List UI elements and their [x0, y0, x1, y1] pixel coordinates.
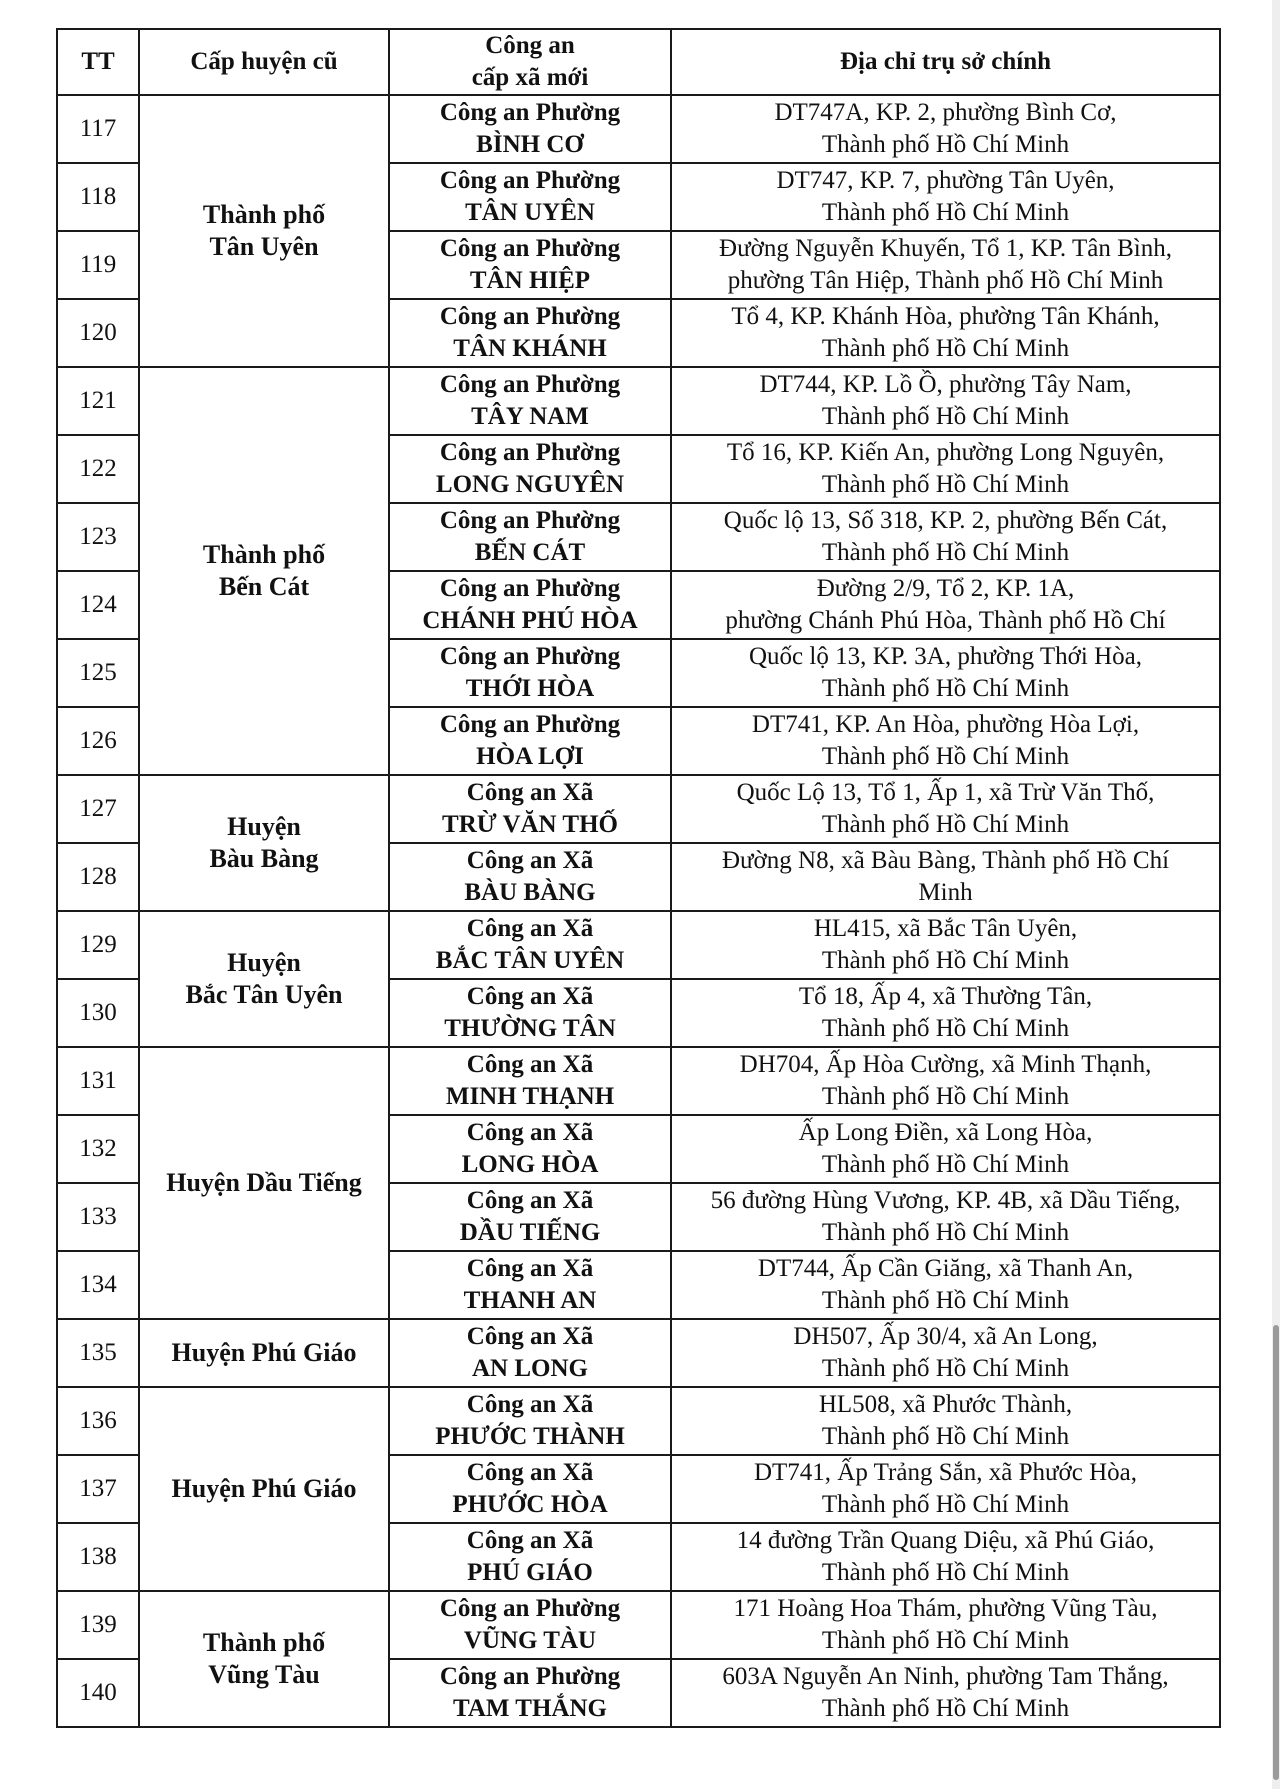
district-line: Huyện — [227, 948, 301, 977]
address-line: Đường 2/9, Tổ 2, KP. 1A, — [816, 575, 1075, 602]
unit-line: TÂN UYÊN — [465, 199, 595, 226]
address-line: DH507, Ấp 30/4, xã An Long, — [793, 1323, 1098, 1350]
address-line: Thành phố Hồ Chí Minh — [821, 403, 1070, 430]
address-line: Tổ 18, Ấp 4, xã Thường Tân, — [798, 983, 1093, 1010]
police-unit-cell — [389, 299, 671, 367]
row-number: 136 — [57, 1387, 139, 1455]
address-line: DH704, Ấp Hòa Cường, xã Minh Thạnh, — [739, 1051, 1152, 1078]
police-unit-cell — [389, 1591, 671, 1659]
unit-line: Công an Xã — [466, 847, 594, 874]
address-line: 171 Hoàng Hoa Thám, phường Vũng Tàu, — [733, 1595, 1158, 1622]
table-header-row — [57, 29, 1220, 95]
unit-line: THỚI HÒA — [465, 675, 595, 702]
unit-line: Công an Xã — [466, 1119, 594, 1146]
unit-line: AN LONG — [472, 1355, 588, 1382]
row-number: 120 — [57, 299, 139, 367]
unit-line: Công an Phường — [439, 99, 621, 126]
table-body — [57, 95, 1220, 1727]
address-line: Tổ 4, KP. Khánh Hòa, phường Tân Khánh, — [731, 303, 1160, 330]
police-unit-cell — [389, 367, 671, 435]
former-district-cell — [139, 95, 389, 367]
address-line: Đường N8, xã Bàu Bàng, Thành phố Hồ Chí — [721, 847, 1170, 874]
address-line: Minh — [918, 879, 973, 906]
row-number: 133 — [57, 1183, 139, 1251]
police-unit-cell — [389, 911, 671, 979]
table-row — [57, 1387, 1220, 1455]
address-line: Quốc lộ 13, Số 318, KP. 2, phường Bến Cát, — [723, 507, 1168, 534]
district-line: Bến Cát — [218, 572, 310, 601]
row-number: 137 — [57, 1455, 139, 1523]
police-unit-cell — [389, 1319, 671, 1387]
address-cell — [671, 1523, 1220, 1591]
unit-line: MINH THẠNH — [445, 1083, 615, 1110]
unit-line: LONG NGUYÊN — [435, 471, 625, 498]
table-row — [57, 367, 1220, 435]
address-cell — [671, 1251, 1220, 1319]
police-unit-cell — [389, 571, 671, 639]
address-line: DT741, KP. An Hòa, phường Hòa Lợi, — [751, 711, 1140, 738]
address-line: Thành phố Hồ Chí Minh — [821, 1287, 1070, 1314]
former-district-cell — [139, 367, 389, 775]
unit-line: HÒA LỢI — [476, 743, 584, 770]
former-district-cell — [139, 775, 389, 911]
unit-line: PHƯỚC THÀNH — [435, 1423, 625, 1450]
address-line: Thành phố Hồ Chí Minh — [821, 1083, 1070, 1110]
address-line: phường Tân Hiệp, Thành phố Hồ Chí Minh — [727, 267, 1164, 294]
district-line: Huyện Phú Giáo — [171, 1338, 357, 1367]
address-line: HL415, xã Bắc Tân Uyên, — [813, 915, 1078, 942]
address-cell — [671, 1659, 1220, 1727]
unit-line: CHÁNH PHÚ HÒA — [422, 607, 638, 634]
police-unit-cell — [389, 639, 671, 707]
police-unit-cell — [389, 1115, 671, 1183]
unit-line: VŨNG TÀU — [463, 1627, 597, 1654]
unit-line: TÂY NAM — [471, 403, 589, 430]
row-number: 127 — [57, 775, 139, 843]
address-line: HL508, xã Phước Thành, — [818, 1391, 1073, 1418]
address-cell — [671, 95, 1220, 163]
police-unit-cell — [389, 707, 671, 775]
address-line: Thành phố Hồ Chí Minh — [821, 1559, 1070, 1586]
unit-line: Công an Xã — [466, 1323, 594, 1350]
row-number: 138 — [57, 1523, 139, 1591]
unit-line: LONG HÒA — [461, 1151, 599, 1178]
unit-line: Công an Phường — [439, 167, 621, 194]
address-line: Thành phố Hồ Chí Minh — [821, 1627, 1070, 1654]
address-line: Thành phố Hồ Chí Minh — [821, 1015, 1070, 1042]
police-unit-cell — [389, 775, 671, 843]
unit-line: Công an Phường — [439, 1595, 621, 1622]
address-line: Thành phố Hồ Chí Minh — [821, 1491, 1070, 1518]
address-cell — [671, 1455, 1220, 1523]
address-cell — [671, 571, 1220, 639]
address-line: Đường Nguyễn Khuyến, Tổ 1, KP. Tân Bình, — [719, 235, 1172, 262]
unit-line: Công an Phường — [439, 1663, 621, 1690]
address-line: Thành phố Hồ Chí Minh — [821, 947, 1070, 974]
unit-line: Công an Xã — [466, 779, 594, 806]
district-line: Vũng Tàu — [208, 1660, 320, 1689]
address-cell — [671, 1047, 1220, 1115]
header-district: Cấp huyện cũ — [139, 29, 389, 95]
address-line: DT741, Ấp Trảng Sắn, xã Phước Hòa, — [753, 1459, 1137, 1486]
address-line: phường Chánh Phú Hòa, Thành phố Hồ Chí — [725, 607, 1166, 634]
address-cell — [671, 231, 1220, 299]
address-line: Thành phố Hồ Chí Minh — [821, 1423, 1070, 1450]
police-unit-cell — [389, 95, 671, 163]
scrollbar-track[interactable] — [1272, 0, 1280, 1789]
police-unit-cell — [389, 435, 671, 503]
address-cell — [671, 1387, 1220, 1455]
address-line: Thành phố Hồ Chí Minh — [821, 675, 1070, 702]
unit-line: DẦU TIẾNG — [459, 1219, 601, 1246]
address-cell — [671, 1183, 1220, 1251]
table-row — [57, 95, 1220, 163]
row-number: 121 — [57, 367, 139, 435]
row-number: 122 — [57, 435, 139, 503]
address-cell — [671, 299, 1220, 367]
police-unit-cell — [389, 1659, 671, 1727]
police-unit-cell — [389, 1523, 671, 1591]
address-cell — [671, 435, 1220, 503]
header-address: Địa chỉ trụ sở chính — [671, 29, 1220, 95]
header-tt: TT — [57, 29, 139, 95]
row-number: 132 — [57, 1115, 139, 1183]
address-line: Thành phố Hồ Chí Minh — [821, 1151, 1070, 1178]
scrollbar-thumb[interactable] — [1273, 1325, 1279, 1780]
police-unit-cell — [389, 1183, 671, 1251]
district-line: Huyện Phú Giáo — [171, 1474, 357, 1503]
police-unit-cell — [389, 231, 671, 299]
former-district-cell — [139, 911, 389, 1047]
district-line: Huyện Dầu Tiếng — [166, 1168, 362, 1197]
unit-line: TRỪ VĂN THỐ — [442, 811, 618, 838]
address-line: Quốc Lộ 13, Tổ 1, Ấp 1, xã Trừ Văn Thố, — [736, 779, 1155, 806]
unit-line: Công an Phường — [439, 711, 621, 738]
former-district-cell — [139, 1319, 389, 1387]
unit-line: Công an Xã — [466, 1459, 594, 1486]
row-number: 123 — [57, 503, 139, 571]
table-row — [57, 1591, 1220, 1659]
header-unit-line1: Công an — [485, 32, 575, 59]
unit-line: BẾN CÁT — [474, 539, 586, 566]
address-line: DT744, KP. Lồ Ồ, phường Tây Nam, — [759, 371, 1132, 398]
former-district-cell — [139, 1047, 389, 1319]
table-row — [57, 911, 1220, 979]
unit-line: PHƯỚC HÒA — [452, 1491, 608, 1518]
address-line: DT747, KP. 7, phường Tân Uyên, — [776, 167, 1115, 194]
unit-line: TAM THẮNG — [453, 1695, 607, 1722]
address-cell — [671, 367, 1220, 435]
police-unit-cell — [389, 1387, 671, 1455]
unit-line: Công an Xã — [466, 1527, 594, 1554]
address-line: Thành phố Hồ Chí Minh — [821, 1355, 1070, 1382]
address-line: Thành phố Hồ Chí Minh — [821, 743, 1070, 770]
district-line: Tân Uyên — [209, 232, 319, 261]
police-unit-cell — [389, 843, 671, 911]
address-line: Thành phố Hồ Chí Minh — [821, 811, 1070, 838]
table-row — [57, 1047, 1220, 1115]
police-unit-cell — [389, 979, 671, 1047]
unit-line: Công an Phường — [439, 643, 621, 670]
police-unit-cell — [389, 163, 671, 231]
address-line: Thành phố Hồ Chí Minh — [821, 539, 1070, 566]
address-line: Thành phố Hồ Chí Minh — [821, 335, 1070, 362]
address-line: Tổ 16, KP. Kiến An, phường Long Nguyên, — [726, 439, 1165, 466]
unit-line: Công an Phường — [439, 507, 621, 534]
address-line: DT747A, KP. 2, phường Bình Cơ, — [774, 99, 1117, 126]
address-line: Quốc lộ 13, KP. 3A, phường Thới Hòa, — [749, 643, 1142, 670]
district-line: Thành phố — [202, 200, 326, 229]
row-number: 135 — [57, 1319, 139, 1387]
address-cell — [671, 163, 1220, 231]
unit-line: Công an Phường — [439, 439, 621, 466]
district-line: Thành phố — [202, 1628, 326, 1657]
row-number: 131 — [57, 1047, 139, 1115]
row-number: 130 — [57, 979, 139, 1047]
row-number: 129 — [57, 911, 139, 979]
police-unit-cell — [389, 1455, 671, 1523]
address-line: Thành phố Hồ Chí Minh — [821, 131, 1070, 158]
address-line: Thành phố Hồ Chí Minh — [821, 1219, 1070, 1246]
header-unit — [389, 29, 671, 95]
row-number: 119 — [57, 231, 139, 299]
address-line: DT744, Ấp Cần Giăng, xã Thanh An, — [757, 1255, 1134, 1282]
former-district-cell — [139, 1591, 389, 1727]
unit-line: Công an Xã — [466, 1255, 594, 1282]
address-line: Thành phố Hồ Chí Minh — [821, 471, 1070, 498]
address-line: 14 đường Trần Quang Diệu, xã Phú Giáo, — [736, 1527, 1155, 1554]
row-number: 125 — [57, 639, 139, 707]
address-line: 56 đường Hùng Vương, KP. 4B, xã Dầu Tiếng, — [710, 1187, 1181, 1214]
address-cell — [671, 1319, 1220, 1387]
row-number: 126 — [57, 707, 139, 775]
police-unit-cell — [389, 1047, 671, 1115]
unit-line: Công an Xã — [466, 1051, 594, 1078]
police-unit-cell — [389, 1251, 671, 1319]
row-number: 140 — [57, 1659, 139, 1727]
address-line: 603A Nguyễn An Ninh, phường Tam Thắng, — [722, 1663, 1169, 1690]
header-unit-line2: cấp xã mới — [471, 64, 589, 91]
address-cell — [671, 911, 1220, 979]
address-cell — [671, 1591, 1220, 1659]
address-cell — [671, 775, 1220, 843]
address-line: Thành phố Hồ Chí Minh — [821, 199, 1070, 226]
address-cell — [671, 1115, 1220, 1183]
unit-line: Công an Phường — [439, 303, 621, 330]
row-number: 117 — [57, 95, 139, 163]
former-district-cell — [139, 1387, 389, 1591]
unit-line: Công an Xã — [466, 915, 594, 942]
unit-line: Công an Phường — [439, 371, 621, 398]
unit-line: BÀU BÀNG — [464, 879, 596, 906]
address-cell — [671, 639, 1220, 707]
unit-line: Công an Phường — [439, 575, 621, 602]
unit-line: BÌNH CƠ — [476, 131, 584, 158]
unit-line: THANH AN — [463, 1287, 597, 1314]
unit-line: THƯỜNG TÂN — [444, 1015, 616, 1042]
police-unit-cell — [389, 503, 671, 571]
address-cell — [671, 979, 1220, 1047]
unit-line: TÂN KHÁNH — [453, 335, 607, 362]
unit-line: TÂN HIỆP — [469, 267, 591, 294]
table-row — [57, 775, 1220, 843]
unit-line: PHÚ GIÁO — [467, 1559, 593, 1586]
row-number: 139 — [57, 1591, 139, 1659]
unit-line: Công an Phường — [439, 235, 621, 262]
district-line: Bắc Tân Uyên — [185, 980, 343, 1009]
row-number: 124 — [57, 571, 139, 639]
district-line: Thành phố — [202, 540, 326, 569]
unit-line: Công an Xã — [466, 983, 594, 1010]
row-number: 134 — [57, 1251, 139, 1319]
address-cell — [671, 503, 1220, 571]
address-line: Ấp Long Điền, xã Long Hòa, — [798, 1119, 1093, 1146]
police-unit-table — [56, 28, 1221, 1728]
unit-line: BẮC TÂN UYÊN — [435, 947, 625, 974]
row-number: 118 — [57, 163, 139, 231]
unit-line: Công an Xã — [466, 1187, 594, 1214]
unit-line: Công an Xã — [466, 1391, 594, 1418]
address-line: Thành phố Hồ Chí Minh — [821, 1695, 1070, 1722]
district-line: Huyện — [227, 812, 301, 841]
address-cell — [671, 707, 1220, 775]
district-line: Bàu Bàng — [209, 844, 319, 873]
table-row — [57, 1319, 1220, 1387]
row-number: 128 — [57, 843, 139, 911]
address-cell — [671, 843, 1220, 911]
